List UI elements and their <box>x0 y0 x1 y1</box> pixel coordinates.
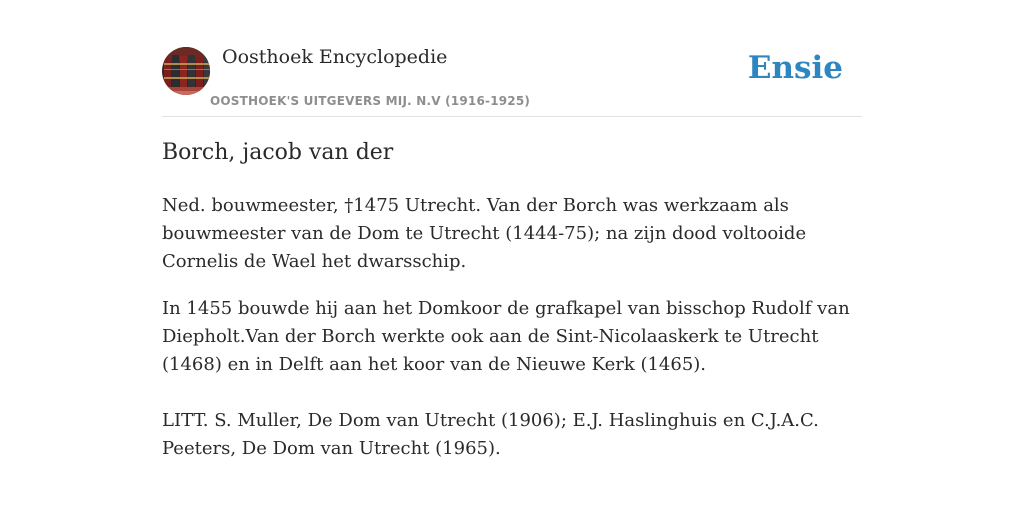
article-paragraph: In 1455 bouwde hij aan het Domkoor de grafkapel van bisschop Rudolf van Diepholt.Van der Borch werkte ook aan de Sint-Nicolaaskerk te Utrecht (1468) en in Delft aan het koor van de Nieuwe Kerk (1465). <box>162 298 850 375</box>
article-paragraph: Ned. bouwmeester, †1475 Utrecht. Van der Borch was werkzaam als bouwmeester van de Dom te Utrecht (1444-75); na zijn dood voltooide Cornelis de Wael het dwarsschip. <box>162 195 807 272</box>
brand-logo[interactable]: Ensie <box>747 50 843 86</box>
publication-header <box>162 44 862 117</box>
publisher-label: OOSTHOEK'S UITGEVERS MIJ. N.V (1916-1925) <box>210 94 531 108</box>
article-body <box>162 192 862 463</box>
book-spines-icon[interactable] <box>162 47 210 95</box>
article-title: Borch, jacob van der <box>162 140 394 165</box>
publication-title[interactable]: Oosthoek Encyclopedie <box>222 46 448 68</box>
article-literature: LITT. S. Muller, De Dom van Utrecht (1906); E.J. Haslinghuis en C.J.A.C. Peeters, De Dom van Utrecht (1965). <box>162 410 819 459</box>
